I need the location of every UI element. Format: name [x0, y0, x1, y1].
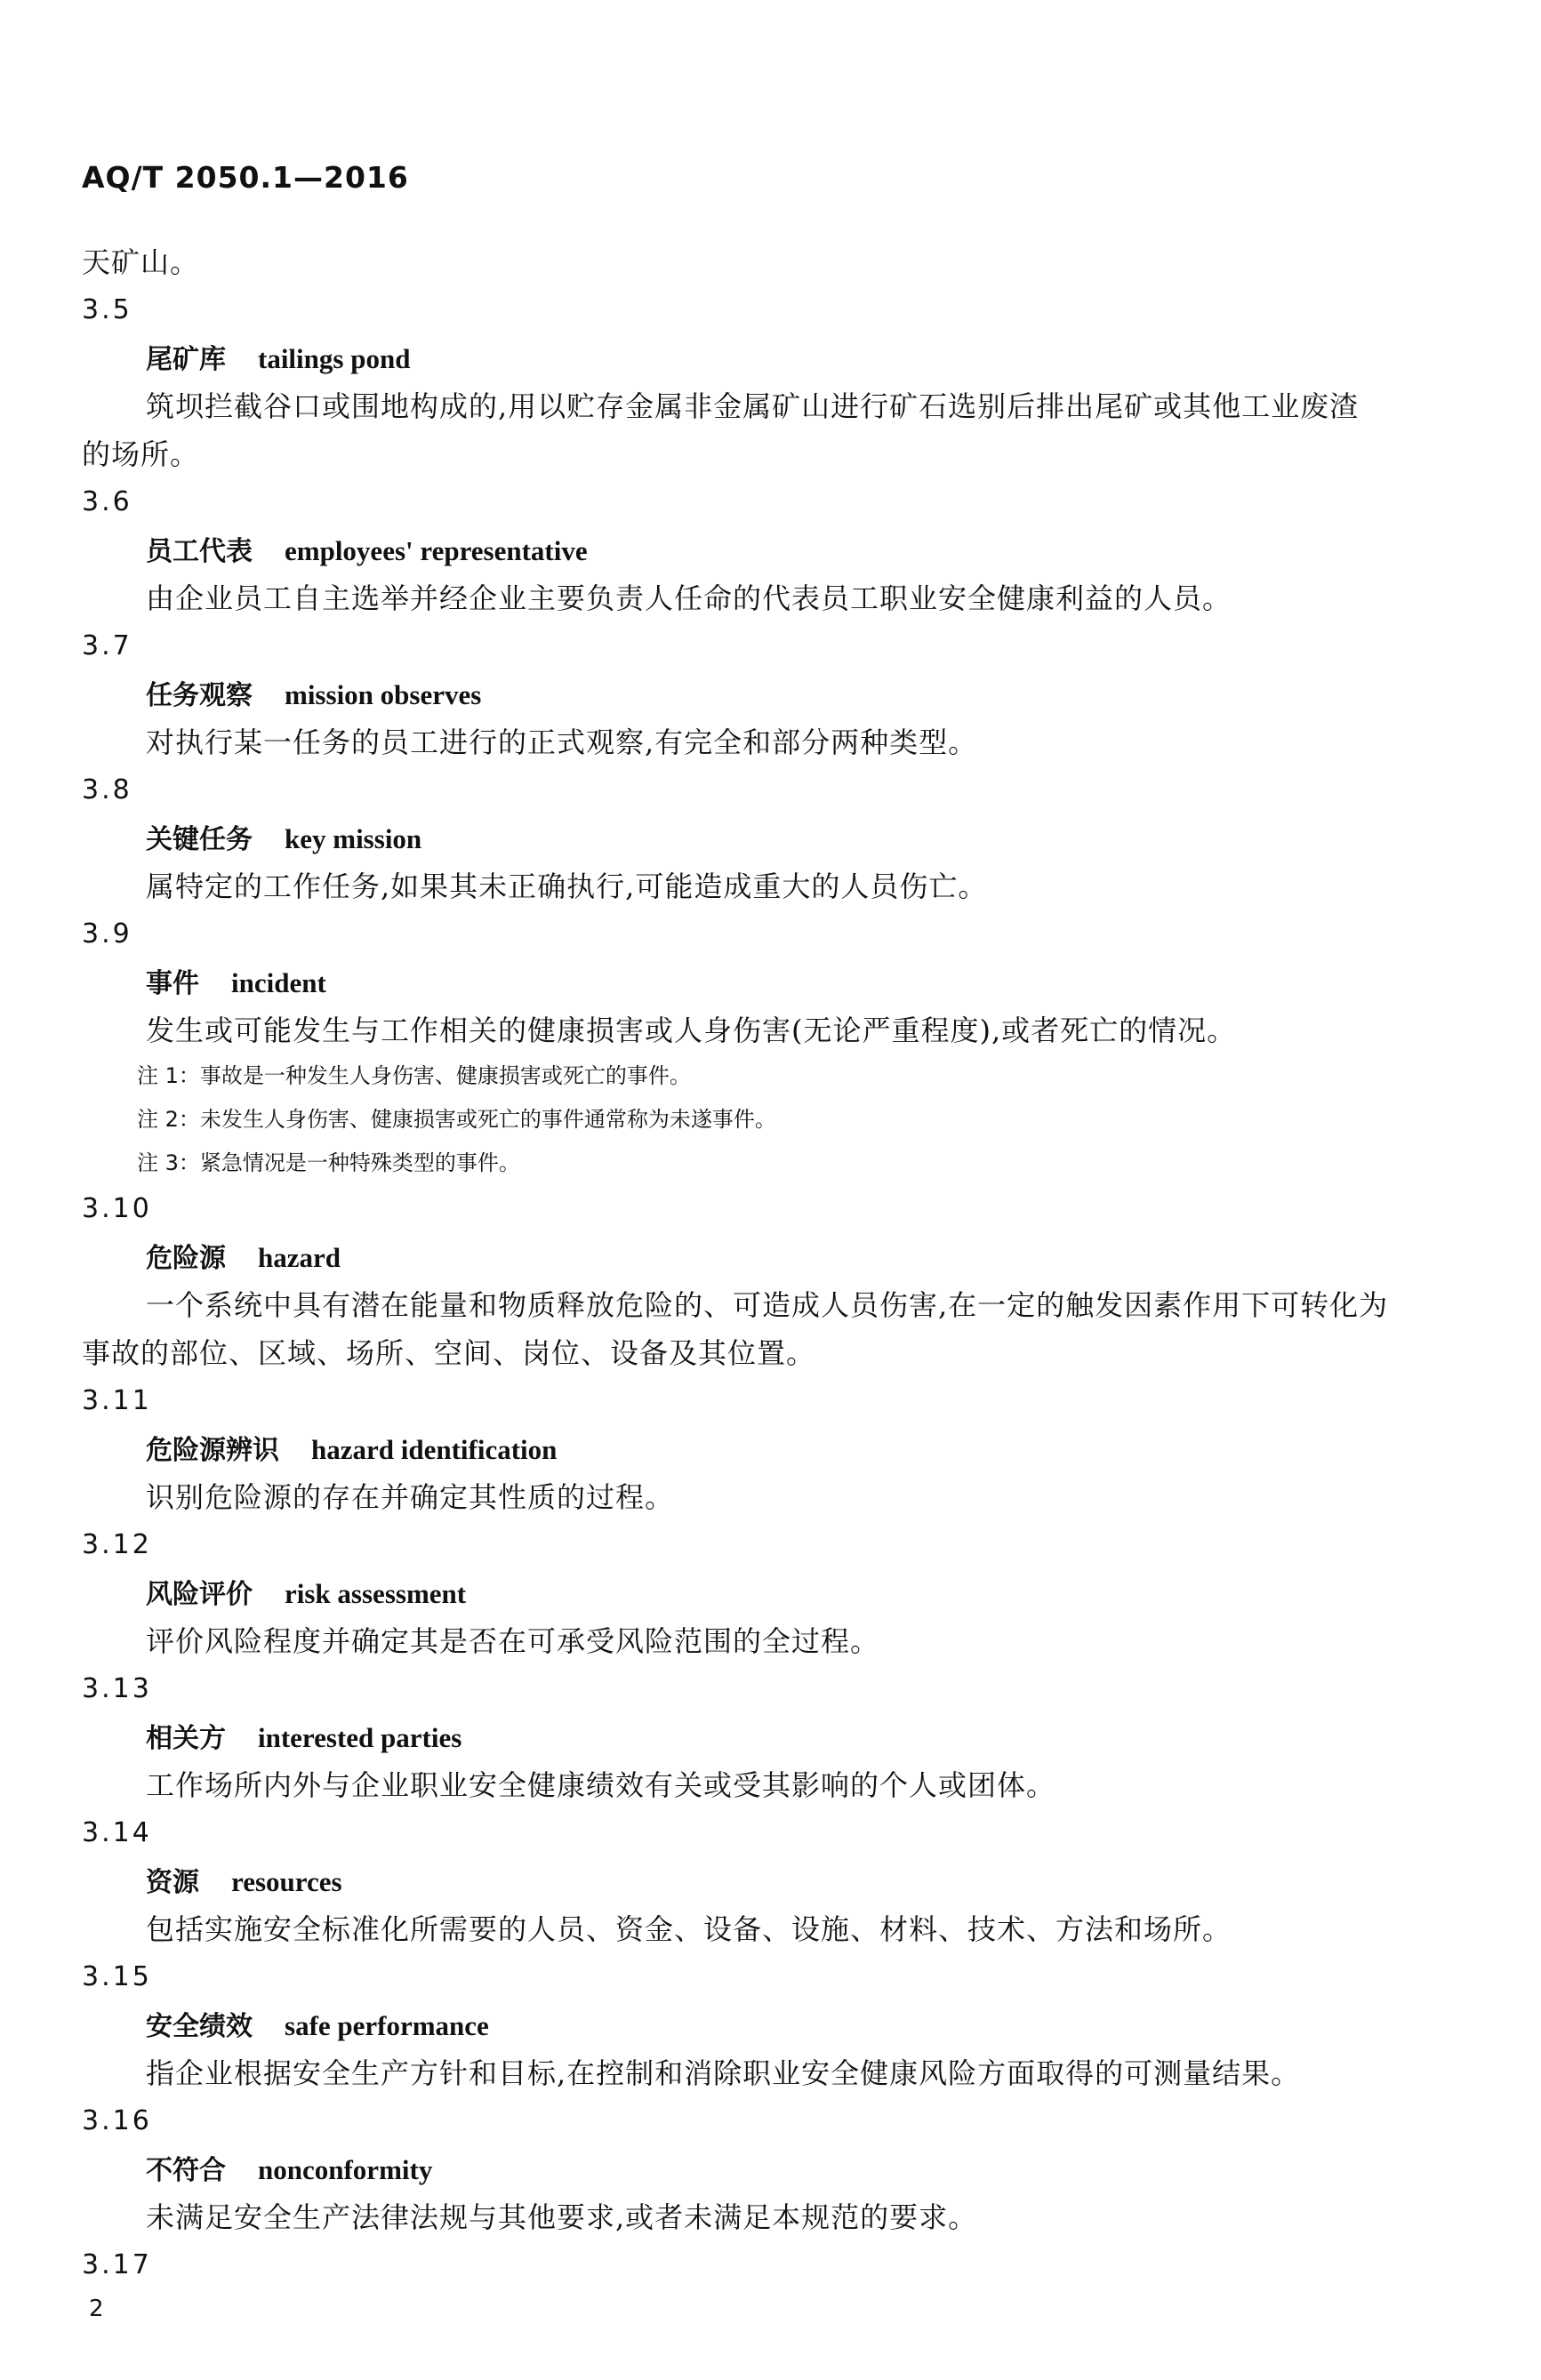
clause-number: 3.6	[82, 486, 132, 517]
term-english: interested parties	[258, 1722, 462, 1753]
clause-number: 3.13	[82, 1673, 152, 1704]
term-english: key mission	[285, 823, 422, 854]
term-definition: 一个系统中具有潜在能量和物质释放危险的、可造成人员伤害,在一定的触发因素作用下可转化为	[146, 1288, 1389, 1322]
term-definition: 发生或可能发生与工作相关的健康损害或人身伤害(无论严重程度),或者死亡的情况。	[146, 1014, 1237, 1047]
term-chinese: 员工代表	[146, 536, 253, 567]
term-chinese: 风险评价	[146, 1579, 253, 1610]
term-heading	[82, 1425, 1469, 1473]
term-english: nonconformity	[258, 2154, 433, 2185]
term-definition: 的场所。	[82, 437, 200, 471]
clause-number: 3.5	[82, 294, 132, 325]
term-definition: 由企业员工自主选举并经企业主要负责人任命的代表员工职业安全健康利益的人员。	[146, 581, 1232, 615]
term-chinese: 相关方	[146, 1723, 226, 1754]
clause-number: 3.16	[82, 2105, 152, 2136]
term-note: 注 1：事故是一种发生人身伤害、健康损害或死亡的事件。	[137, 1063, 691, 1088]
term-chinese: 任务观察	[146, 680, 253, 711]
term-heading	[82, 334, 1469, 382]
term-english: hazard identification	[311, 1434, 558, 1465]
term-heading	[82, 814, 1469, 862]
clause-number: 3.8	[82, 774, 132, 805]
term-definition: 指企业根据安全生产方针和目标,在控制和消除职业安全健康风险方面取得的可测量结果。	[146, 2056, 1301, 2090]
term-heading	[82, 1233, 1469, 1281]
clause-number: 3.15	[82, 1961, 152, 1992]
term-definition: 属特定的工作任务,如果其未正确执行,可能造成重大的人员伤亡。	[146, 869, 988, 903]
clause-number: 3.11	[82, 1385, 152, 1416]
term-definition: 包括实施安全标准化所需要的人员、资金、设备、设施、材料、技术、方法和场所。	[146, 1912, 1232, 1946]
term-definition: 识别危险源的存在并确定其性质的过程。	[146, 1480, 675, 1514]
term-definition: 对执行某一任务的员工进行的正式观察,有完全和部分两种类型。	[146, 725, 978, 759]
term-english: safe performance	[285, 2010, 489, 2041]
term-heading	[82, 2145, 1469, 2193]
term-chinese: 不符合	[146, 2155, 226, 2186]
term-heading	[82, 2001, 1469, 2049]
term-entries	[82, 286, 1469, 2241]
term-english: incident	[231, 967, 326, 998]
term-chinese: 资源	[146, 1867, 199, 1898]
term-english: mission observes	[285, 679, 482, 710]
clause-number: 3.10	[82, 1193, 152, 1224]
term-note: 注 2：未发生人身伤害、健康损害或死亡的事件通常称为未遂事件。	[137, 1107, 776, 1132]
term-heading	[82, 1569, 1469, 1617]
clause-number: 3.7	[82, 630, 132, 661]
term-chinese: 事件	[146, 968, 199, 999]
term-note: 注 3：紧急情况是一种特殊类型的事件。	[137, 1150, 520, 1175]
term-english: risk assessment	[285, 1578, 467, 1609]
term-chinese: 关键任务	[146, 824, 253, 855]
term-definition: 筑坝拦截谷口或围地构成的,用以贮存金属非金属矿山进行矿石选别后排出尾矿或其他工业废渣	[146, 389, 1360, 423]
term-definition: 工作场所内外与企业职业安全健康绩效有关或受其影响的个人或团体。	[146, 1768, 1056, 1802]
term-heading	[82, 1857, 1469, 1905]
term-definition: 未满足安全生产法律法规与其他要求,或者未满足本规范的要求。	[146, 2200, 978, 2234]
clause-number: 3.12	[82, 1529, 152, 1560]
term-heading	[82, 958, 1469, 1006]
term-definition: 事故的部位、区域、场所、空间、岗位、设备及其位置。	[82, 1336, 816, 1370]
term-heading	[82, 1713, 1469, 1761]
term-english: hazard	[258, 1242, 341, 1273]
term-heading	[82, 670, 1469, 718]
term-heading	[82, 526, 1469, 574]
page-number: 2	[89, 2296, 104, 2322]
term-english: resources	[231, 1866, 342, 1897]
term-chinese: 安全绩效	[146, 2011, 253, 2042]
term-chinese: 危险源	[146, 1243, 226, 1274]
term-english: employees' representative	[285, 535, 588, 566]
term-chinese: 尾矿库	[146, 344, 226, 375]
clause-number: 3.17	[82, 2249, 152, 2280]
term-english: tailings pond	[258, 343, 411, 374]
standard-code: AQ/T 2050.1—2016	[82, 160, 409, 195]
continuation-text: 天矿山。	[82, 245, 200, 279]
term-definition: 评价风险程度并确定其是否在可承受风险范围的全过程。	[146, 1624, 880, 1658]
term-chinese: 危险源辨识	[146, 1435, 279, 1466]
terms-content	[82, 238, 1469, 2289]
clause-number: 3.9	[82, 918, 132, 950]
clause-number: 3.14	[82, 1817, 152, 1848]
